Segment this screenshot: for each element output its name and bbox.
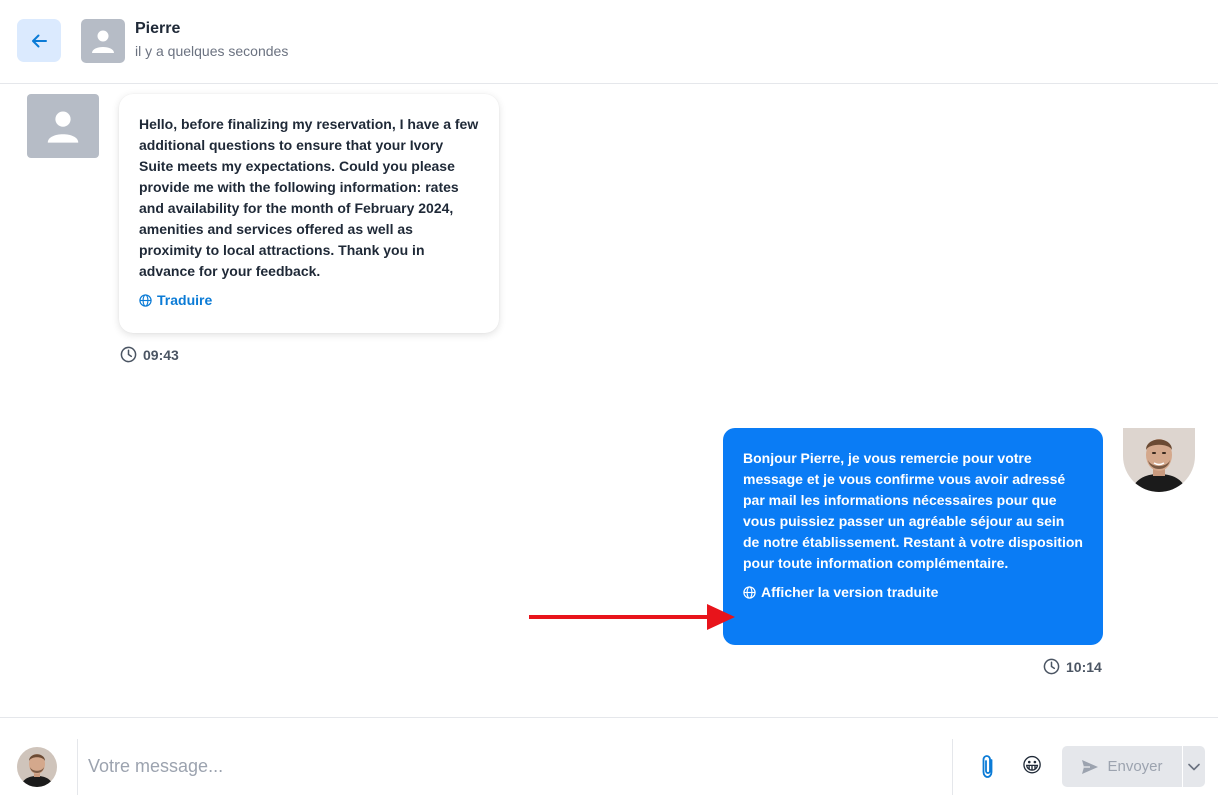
user-photo — [17, 747, 57, 787]
back-button[interactable] — [17, 19, 61, 62]
message-text: Hello, before finalizing my reservation, I have a few additional questions to ensure that your Ivory Suite meets my expectations. Could you please provide me with the following information: rates and availability for the month of February 2024, amenities and services offered as well as proximity to local attractions. Thank you in advance for your feedback. — [139, 116, 479, 279]
emoji-button[interactable] — [1019, 752, 1045, 778]
globe-icon — [139, 294, 152, 307]
translate-link[interactable] — [139, 292, 479, 308]
globe-icon — [743, 586, 756, 599]
attach-button[interactable] — [975, 752, 1001, 782]
contact-name: Pierre — [135, 20, 181, 37]
clock-icon — [120, 346, 137, 363]
agent-photo — [1123, 428, 1195, 492]
chat-header — [0, 0, 1218, 84]
smiley-icon: 😀 — [1021, 754, 1043, 777]
sender-avatar — [27, 94, 99, 158]
clock-icon — [1043, 658, 1060, 675]
translate-link-label: Traduire — [157, 292, 213, 308]
message-text: Bonjour Pierre, je vous remercie pour votre message et je vous confirme vous avoir adressé par mail les informations nécessaires pour que vous puissiez passer un agréable séjour au sein de notre établissement. Restant à votre disposition pour toute information complémentaire. — [743, 450, 1083, 571]
user-placeholder-icon — [45, 108, 81, 144]
send-options-dropdown[interactable] — [1183, 746, 1205, 787]
composer-divider — [77, 739, 78, 795]
send-button-label: Envoyer — [1107, 758, 1163, 775]
user-placeholder-icon — [90, 28, 116, 54]
contact-avatar — [81, 19, 125, 63]
incoming-message-bubble — [119, 94, 499, 333]
contact-last-seen: il y a quelques secondes — [135, 43, 289, 59]
paperclip-icon — [979, 754, 997, 780]
timestamp-text: 10:14 — [1066, 658, 1102, 675]
message-input[interactable] — [88, 750, 938, 782]
timestamp-text: 09:43 — [143, 346, 179, 363]
message-timestamp — [1043, 658, 1102, 675]
agent-avatar — [1123, 428, 1195, 492]
send-icon — [1081, 759, 1099, 775]
annotation-arrow-icon — [529, 603, 735, 631]
arrow-left-icon — [29, 31, 49, 51]
message-composer — [0, 717, 1218, 807]
show-translated-link[interactable] — [743, 584, 1083, 600]
composer-divider — [952, 739, 953, 795]
chevron-down-icon — [1188, 763, 1200, 771]
message-timestamp — [120, 346, 179, 363]
send-button[interactable] — [1062, 746, 1182, 787]
current-user-avatar — [17, 747, 57, 787]
outgoing-message-bubble — [723, 428, 1103, 645]
show-translated-label: Afficher la version traduite — [761, 584, 939, 600]
